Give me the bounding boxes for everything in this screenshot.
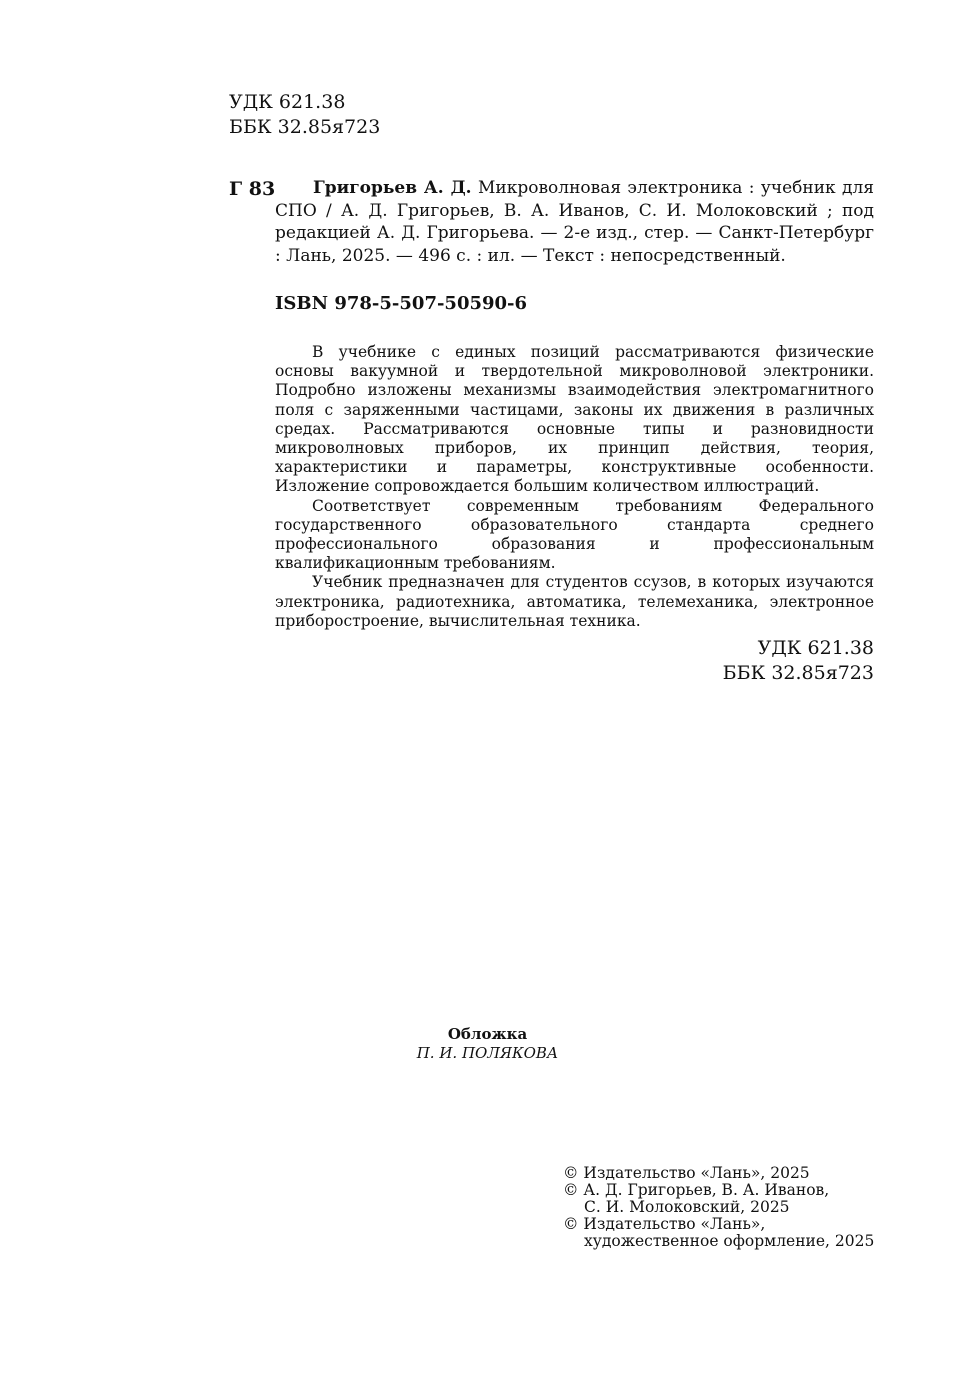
abstract-paragraph-3: Учебник предназначен для студентов ссузов, в которых изучаются электроника, радиотехника, автоматика, телемеханика, электронное приборостроение, вычислительная техника. (275, 573, 874, 630)
copyright-notices (563, 1165, 874, 1250)
cover-designer: П. И. ПОЛЯКОВА (416, 1044, 559, 1062)
abstract-paragraph-1: В учебнике с единых позиций рассматриваются физические основы вакуумной и твердотельной микроволновой электроники. Подробно изложены механизмы взаимодействия электромагнитного поля с заряженными частицами, законы их движения в различных средах. Рассматриваются основные типы и разновидности микроволновых приборов, их принцип действия, теория, характеристики и параметры, конструктивные особенности. Изложение сопровождается большим количеством иллюстраций. (275, 343, 874, 496)
abstract-paragraph-2: Соответствует современным требованиям Федерального государственного образовательного стандарта среднего профессионального образования и профессиональным квалификационным требованиям. (275, 496, 874, 573)
bibliographic-description (275, 177, 874, 267)
copyright-line-1: © Издательство «Лань», 2025 (563, 1164, 810, 1182)
description-text: Микроволновая электроника : учебник для СПО / А. Д. Григорьев, В. А. Иванов, С. И. Молоковский ; под редакцией А. Д. Григорьева. — 2-е изд., стер. — Санкт-Петербург : Лань, 2025. — 496 с. : ил. — Текст : непосредственный. (275, 178, 875, 266)
cover-label: Обложка (447, 1025, 528, 1043)
isbn: ISBN 978-5-507-50590-6 (275, 293, 528, 314)
bbk-code-bottom: ББК 32.85я723 (722, 662, 874, 684)
bbk-code: ББК 32.85я723 (229, 116, 381, 138)
copyright-line-2: © А. Д. Григорьев, В. А. Иванов, (563, 1181, 830, 1199)
classification-bottom (723, 636, 874, 686)
author-name: Григорьев А. Д. (313, 178, 472, 198)
udk-code: УДК 621.38 (229, 91, 346, 113)
author-mark: Г 83 (229, 178, 276, 200)
cover-credit (0, 1025, 975, 1063)
udk-code-bottom: УДК 621.38 (757, 637, 874, 659)
abstract (275, 343, 874, 631)
classification-top (229, 90, 380, 140)
copyright-line-5: художественное оформление, 2025 (584, 1232, 875, 1250)
copyright-line-4: © Издательство «Лань», (563, 1215, 766, 1233)
copyright-line-3: С. И. Молоковский, 2025 (584, 1198, 790, 1216)
